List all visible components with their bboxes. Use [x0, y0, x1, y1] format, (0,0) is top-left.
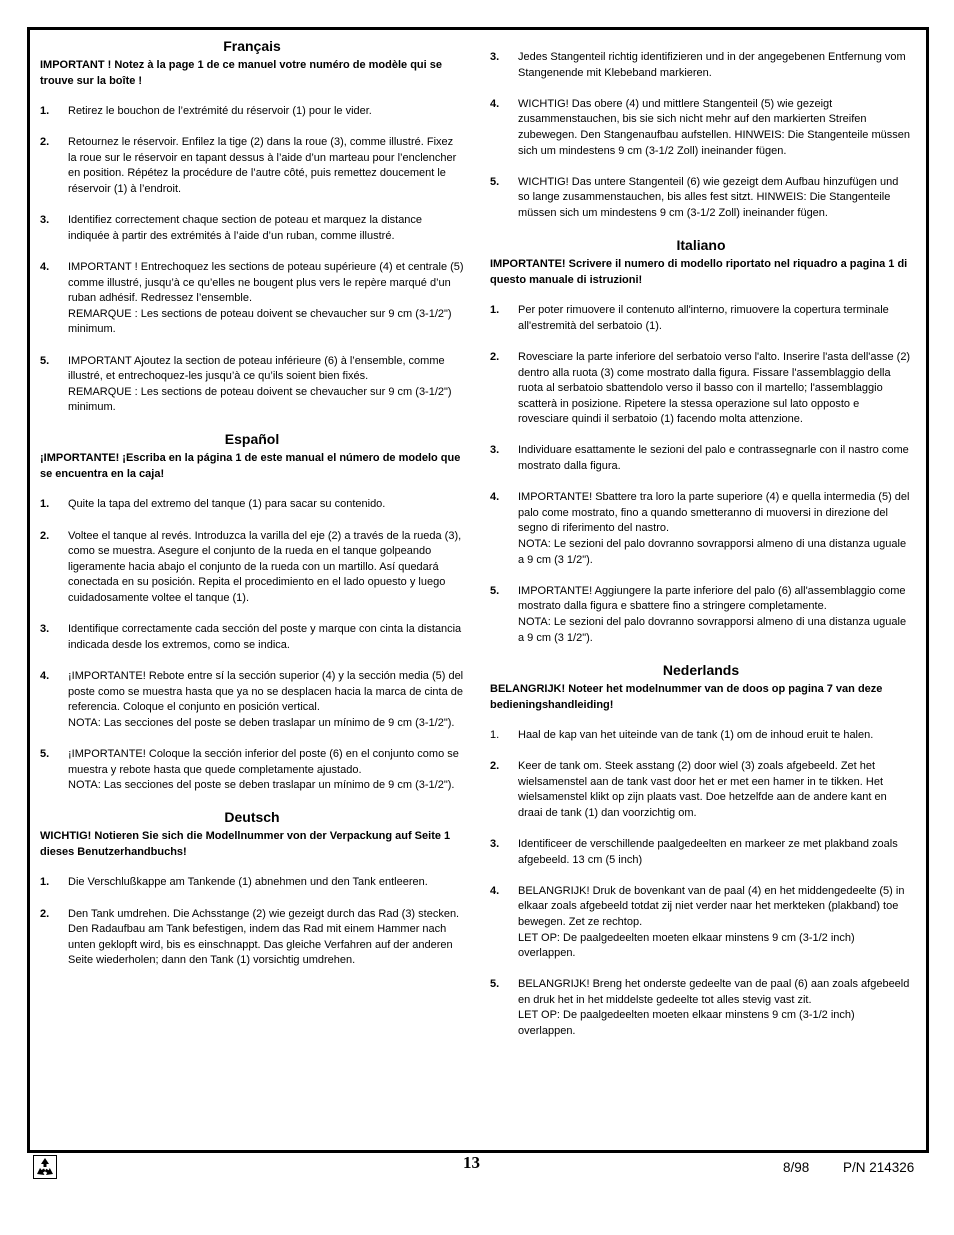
- item-text: WICHTIG! Das obere (4) und mittlere Stangenteil (5) wie gezeigt zusammenstauchen, bis sie sich nicht mehr auf den markierten Streifen zubewegen. Den Stangenaufbau aufstellen. HINWEIS: Die Stangenteile müssen sich um mindestens 9 cm (3-1/2 Zoll) ineinander fügen.: [518, 97, 910, 157]
- heading-dutch: Nederlands: [662, 661, 740, 678]
- list-item: [490, 443, 912, 474]
- item-number: 4.: [40, 670, 50, 682]
- list-item: [40, 747, 464, 794]
- item-number: 1.: [40, 876, 50, 889]
- item-number: 4.: [40, 260, 50, 273]
- item-text: Individuare esattamente le sezioni del palo e contrassegnarle con il nastro come mostrato dalla figura.: [518, 444, 909, 473]
- list-item: [40, 260, 464, 338]
- item-number: 4.: [490, 97, 500, 110]
- list-item: [40, 907, 464, 969]
- list-item: [490, 97, 912, 159]
- item-text: Haal de kap van het uiteinde van de tank (1) om de inhoud eruit te halen.: [518, 728, 874, 741]
- list-item: [490, 884, 912, 962]
- item-number: 2.: [40, 907, 50, 920]
- item-number: 4.: [490, 491, 500, 504]
- item-text: ¡IMPORTANTE! Rebote entre sí la sección superior (4) y la sección media (5) del poste como se muestra hasta que ya no se desplacen hacia la marca de cinta de referencia. Coloque el conjunto en posición vertical. NOTA: Las secciones del poste se deben traslapar un mínimo de 9 cm (3-1/2").: [68, 670, 464, 729]
- item-number: 1.: [40, 105, 50, 117]
- item-text: Identifiez correctement chaque section de poteau et marquez la distance indiquée à partir des extrémités à l’aide d’un ruban, comme illustré.: [68, 214, 423, 242]
- heading-french: Français: [223, 38, 281, 54]
- item-text: Quite la tapa del extremo del tanque (1) para sacar su contenido.: [68, 498, 386, 511]
- list-item: [40, 669, 464, 731]
- list-item: [490, 175, 912, 222]
- list-german-continued: [490, 50, 912, 222]
- heading-italian: Italiano: [676, 237, 726, 254]
- recycle-logo-icon: [33, 1155, 57, 1179]
- item-number: 3.: [490, 51, 500, 63]
- item-text: Jedes Stangenteil richtig identifizieren und in der angegebenen Entfernung vom Stangenende mit Klebeband markieren.: [518, 51, 906, 79]
- item-text: BELANGRIJK! Druk de bovenkant van de paal (4) en het middengedeelte (5) in elkaar zoals afgebeeld totdat zij niet verder naar het merkteken (plakband) toe bewegen. Zet ze rechtop. LET OP: De paalgedeelten moeten elkaar minstens 9 cm (3-1/2 inch) overlappen.: [518, 884, 905, 960]
- item-text: Retirez le bouchon de l’extrémité du réservoir (1) pour le vider.: [68, 105, 372, 117]
- section-german-continued: [490, 50, 912, 222]
- item-text: Per poter rimuovere il contenuto all'interno, rimuovere la copertura terminale all'estremità del serbatoio (1).: [518, 304, 889, 332]
- list-item: [490, 490, 912, 568]
- heading-spanish: Español: [224, 431, 280, 448]
- item-text: IMPORTANTE! Sbattere tra loro la parte superiore (4) e quella intermedia (5) del palo come mostrato, fino a quando smetteranno di muoversi in direzione del segno di riferimento del nastro. NOTA: Le sezioni del palo dovranno sovrapporsi almeno di una distanza uguale a 9 cm (3 1/2").: [518, 491, 910, 566]
- list-item: [40, 213, 464, 244]
- item-number: 2.: [40, 529, 50, 542]
- item-number: 3.: [40, 214, 50, 227]
- item-number: 2.: [490, 759, 500, 772]
- item-number: 1.: [490, 304, 500, 317]
- item-number: 5.: [490, 978, 500, 991]
- item-text: Den Tank umdrehen. Die Achsstange (2) wie gezeigt durch das Rad (3) stecken. Den Radaufbau am Tank befestigen, indem das Rad mit einem Hammer nach unten geklopft wird, bis es einschnappt. Das gleiche Verfahren auf der anderen Seite wiederholen; dann den Tank (1) vorsichtig umdrehen.: [68, 907, 460, 967]
- item-text: WICHTIG! Das untere Stangenteil (6) wie gezeigt dem Aufbau hinzufügen und so lange zusammenstauchen, bis alles fest sitzt. HINWEIS: Die Stangenteile müssen sich um mindestens 9 cm (3-1/2 Zoll) ineinander fügen.: [518, 175, 899, 219]
- list-item: [40, 104, 464, 120]
- list-item: [490, 303, 912, 334]
- list-item: [490, 50, 912, 81]
- item-text: IMPORTANTE! Aggiungere la parte inferiore del palo (6) all'assemblaggio come mostrato dalla figura e sbattere fino a stringere completamente. NOTA: Le sezioni del palo dovranno sovrapporsi almeno di una distanza uguale a 9 cm (3 1/2").: [518, 584, 907, 644]
- item-number: 3.: [490, 837, 500, 850]
- item-text: Voltee el tanque al revés. Introduzca la varilla del eje (2) a través de la rueda (3), como se muestra. Asegure el conjunto de la rueda en el tanque golpeando ligeramente hacia abajo el conjunto de la rueda con un martillo. Así quedará conectada en su posición. Repita el procedimiento en el lado opuesto y luego cuidadosamente voltee el tanque (1).: [68, 529, 462, 605]
- list-item: [40, 622, 464, 653]
- warning-spanish: ¡IMPORTANTE! ¡Escriba en la página 1 de este manual el número de modelo que se encuentra en la caja!: [40, 452, 461, 481]
- item-text: Retournez le réservoir. Enfilez la tige (2) dans la roue (3), comme illustré. Fixez la roue sur le réservoir en tapant dessus à l’aide d’un marteau pour l’enclencher en position. Répétez la procédure de l’autre côté, puis remettez doucement le réservoir (1) à l’endroit.: [68, 136, 457, 195]
- item-number: 2.: [40, 136, 50, 149]
- item-number: 3.: [490, 444, 500, 457]
- footer-part-number: P/N 214326: [843, 1160, 915, 1175]
- section-spanish: [40, 431, 464, 793]
- list-french: [40, 104, 464, 416]
- list-italian: [490, 303, 912, 646]
- item-number: 5.: [490, 175, 500, 188]
- warning-italian: IMPORTANTE! Scrivere il numero di modello riportato nel riquadro a pagina 1 di questo manuale di istruzioni!: [490, 258, 908, 287]
- item-text: ¡IMPORTANTE! Coloque la sección inferior del poste (6) en el conjunto como se muestra y rebote hasta que quede completamente ajustado. NOTA: Las secciones del poste se deben traslapar un mínimo de 9 cm (3-1/2").: [68, 747, 459, 792]
- page-number: 13: [463, 1153, 480, 1172]
- warning-german: WICHTIG! Notieren Sie sich die Modellnummer von der Verpackung auf Seite 1 dieses Benutzerhandbuchs!: [40, 830, 451, 859]
- list-item: [490, 759, 912, 821]
- item-number: 5.: [490, 584, 500, 597]
- list-item: [40, 875, 464, 891]
- item-text: Keer de tank om. Steek asstang (2) door wiel (3) zoals afgebeeld. Zet het wielsamenstel aan de tank vast door het er met een hamer in te tikken. Het wielsamenstel klikt op zijn plaats vast. Doe hetzelfde aan de andere kant en draai de tank (1) dan voorzichtig om.: [518, 759, 887, 819]
- left-column: [40, 38, 464, 985]
- list-item: [490, 584, 912, 646]
- item-number: 1.: [490, 728, 500, 741]
- item-number: 5.: [40, 747, 50, 760]
- item-number: 1.: [40, 498, 50, 511]
- item-text: Die Verschlußkappe am Tankende (1) abnehmen und den Tank entleeren.: [68, 876, 428, 889]
- list-spanish: [40, 497, 464, 793]
- list-german: [40, 875, 464, 969]
- item-text: Identifique correctamente cada sección del poste y marque con cinta la distancia indicada desde los extremos, como se indica.: [68, 623, 462, 651]
- heading-german: Deutsch: [224, 809, 280, 826]
- item-text: IMPORTANT Ajoutez la section de poteau inférieure (6) à l’ensemble, comme illustré, et entrechoquez-les jusqu’à ce qu’ils soient bien fixés. REMARQUE : Les sections de poteau doivent se chevaucher sur 9 cm (3-1/2") minimum.: [68, 354, 452, 414]
- warning-dutch: BELANGRIJK! Noteer het modelnummer van de doos op pagina 7 van deze bedieningshandleiding!: [490, 682, 883, 711]
- item-number: 2.: [490, 350, 500, 363]
- list-item: [40, 497, 464, 513]
- section-dutch: [490, 662, 912, 1040]
- item-text: BELANGRIJK! Breng het onderste gedeelte van de paal (6) aan zoals afgebeeld en druk het in het middelste gedeelte tot alles stevig vast zit. LET OP: De paalgedeelten moeten elkaar minstens 9 cm (3-1/2 inch) overlappen.: [518, 978, 910, 1038]
- section-german: [40, 809, 464, 969]
- warning-french: IMPORTANT ! Notez à la page 1 de ce manuel votre numéro de modèle qui se trouve sur la boîte !: [40, 59, 442, 87]
- item-number: 3.: [40, 623, 50, 636]
- item-number: 4.: [490, 884, 500, 897]
- right-column: [490, 50, 912, 1055]
- footer-date: 8/98: [783, 1160, 810, 1175]
- section-french: [40, 38, 464, 416]
- list-item: [40, 354, 464, 416]
- item-number: 5.: [40, 354, 50, 367]
- page-frame: [27, 27, 929, 1153]
- item-text: IMPORTANT ! Entrechoquez les sections de poteau supérieure (4) et centrale (5) comme illustré, jusqu’à ce qu’elles ne bougent plus vers le repère marqué d’un ruban adhésif. Redressez l’ensemble. REMARQUE : Les sections de poteau doivent se chevaucher sur 9 cm (3-1/2") minimum.: [68, 260, 464, 336]
- list-item: [490, 837, 912, 868]
- list-item: [40, 135, 464, 197]
- section-italian: [490, 237, 912, 646]
- list-item: [40, 529, 464, 607]
- item-text: Rovesciare la parte inferiore del serbatoio verso l'alto. Inserire l'asta dell'asse (2) dentro alla ruota (3) come mostrato dalla figura. Fissare l'assemblaggio della ruota al serbatoio sbattendolo verso il basso con il martello; l'assemblaggio scatterà in posizione. Ripetere la stessa operazione sul lato opposto e rovesciare quindi il serbatoio (1) facendo molta attenzione.: [518, 350, 911, 426]
- list-item: [490, 977, 912, 1039]
- list-dutch: [490, 728, 912, 1040]
- list-item: [490, 350, 912, 428]
- item-text: Identificeer de verschillende paalgedeelten en markeer ze met plakband zoals afgebeeld. 13 cm (5 inch): [518, 837, 898, 866]
- list-item: [490, 728, 912, 744]
